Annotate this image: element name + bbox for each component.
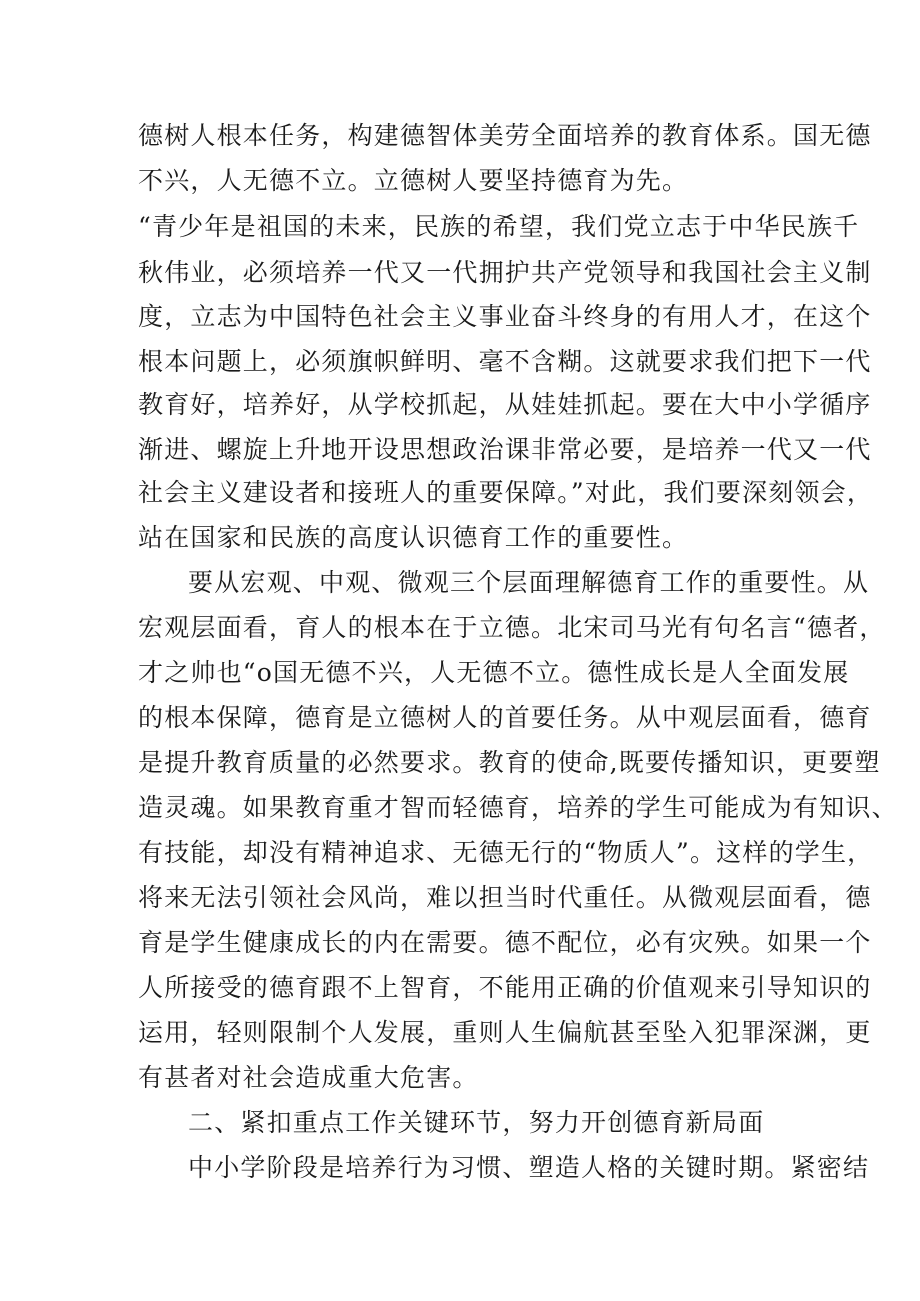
text-line: 运用，轻则限制个人发展，重则人生偏航甚至坠入犯罪深渊，更 bbox=[138, 1018, 872, 1047]
paragraph-first-line: 中小学阶段是培养行为习惯、塑造人格的关键时期。紧密结 bbox=[188, 1153, 870, 1182]
text-line: 根本问题上，必须旗帜鲜明、毫不含糊。这就要求我们把下一代 bbox=[138, 347, 872, 376]
paragraph-first-line: 要从宏观、中观、微观三个层面理解德育工作的重要性。从 bbox=[188, 568, 870, 597]
section-heading: 二、紧扣重点工作关键环节，努力开创德育新局面 bbox=[188, 1108, 765, 1137]
text-line: 有技能，却没有精神追求、无德无行的“物质人”。这样的学生， bbox=[138, 838, 874, 867]
text-line: 不兴，人无德不立。立德树人要坚持德育为先。 bbox=[138, 166, 689, 195]
text-line: 度，立志为中国特色社会主义事业奋斗终身的有用人才，在这个 bbox=[138, 302, 872, 331]
text-line: 宏观层面看，育人的根本在于立德。北宋司马光有句名言“德者， bbox=[138, 613, 886, 642]
text-line: 秋伟业，必须培养一代又一代拥护共产党领导和我国社会主义制 bbox=[138, 258, 872, 287]
text-line: 育是学生健康成长的内在需要。德不配位，必有灾殃。如果一个 bbox=[138, 928, 872, 957]
text-line: 有甚者对社会造成重大危害。 bbox=[138, 1063, 479, 1092]
text-line: 社会主义建设者和接班人的重要保障。”对此，我们要深刻领会， bbox=[138, 478, 874, 507]
text-line: 的根本保障，德育是立德树人的首要任务。从中观层面看，德育 bbox=[138, 703, 872, 732]
text-line: 渐进、螺旋上升地开设思想政治课非常必要，是培养一代又一代 bbox=[138, 435, 872, 464]
text-line: 人所接受的德育跟不上智育，不能用正确的价值观来引导知识的 bbox=[138, 973, 872, 1002]
text-line: 造灵魂。如果教育重才智而轻德育，培养的学生可能成为有知识、 bbox=[138, 793, 898, 822]
text-line: 站在国家和民族的高度认识德育工作的重要性。 bbox=[138, 523, 689, 552]
text-line: 才之帅也“o国无德不兴，人无德不立。德性成长是人全面发展 bbox=[138, 658, 850, 687]
text-line: 教育好，培养好，从学校抓起，从娃娃抓起。要在大中小学循序 bbox=[138, 390, 872, 419]
text-line: “青少年是祖国的未来，民族的希望，我们党立志于中华民族千 bbox=[138, 212, 860, 241]
text-line: 将来无法引领社会风尚，难以担当时代重任。从微观层面看，德 bbox=[138, 883, 872, 912]
text-line: 德树人根本任务，构建德智体美劳全面培养的教育体系。国无德 bbox=[138, 121, 872, 150]
text-line: 是提升教育质量的必然要求。教育的使命,既要传播知识，更要塑 bbox=[138, 748, 881, 777]
